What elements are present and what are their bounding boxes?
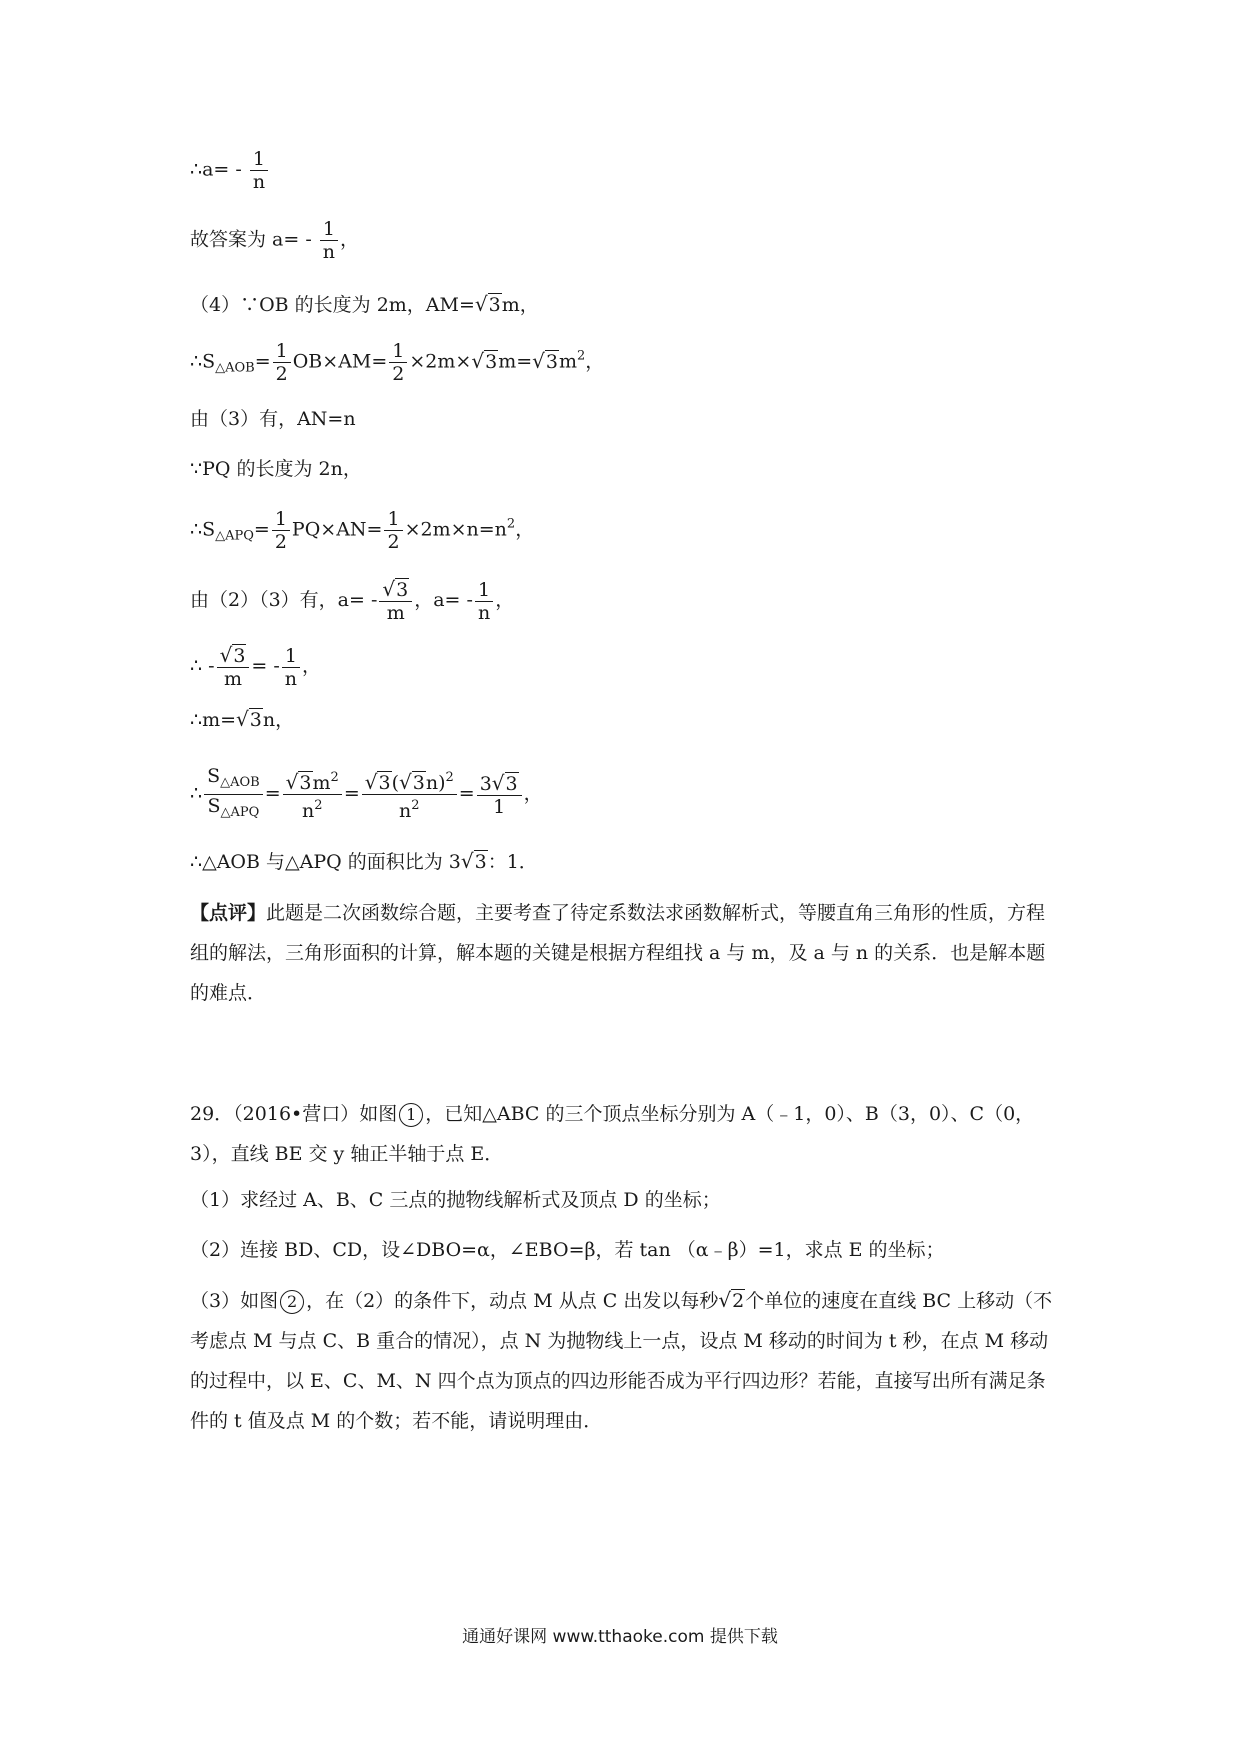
text: （2）连接 BD、CD，设∠DBO=α，∠EBO=β，若 tan （α﹣β）=1，求点 E 的坐标；: [190, 1239, 945, 1261]
text: ∴ -: [190, 655, 215, 677]
numerator: 1: [250, 148, 268, 171]
fraction: [320, 218, 338, 263]
denominator: n: [477, 601, 491, 624]
text: ，: [515, 518, 535, 541]
text: 3: [479, 772, 492, 795]
text: 个单位的速度在直线 BC 上移动（不考虑点 M 与点 C、B 重合的情况），点 N 为抛物线上一点，设点 M 移动的时间为 t 秒，在点 M 移动的过程中，以 E、C、M、N 四个点为顶点的四边形能否成为平行四边形？若能，直接写出所有满足条件的 t 值及点 M 的个数；若不能，请说明理由．: [190, 1290, 1053, 1432]
line-area-apq: [190, 508, 534, 553]
text: n: [301, 800, 315, 822]
numerator: 1: [273, 340, 291, 363]
fraction: [204, 765, 263, 824]
numerator: [283, 767, 342, 795]
text: 由（3）有，AN=n: [190, 408, 356, 430]
radicand: 3: [474, 851, 487, 873]
text: S: [207, 795, 221, 817]
comment-paragraph: [190, 893, 1060, 1013]
text: =: [264, 782, 281, 805]
line-from-2-3: [190, 578, 514, 624]
fraction: [272, 508, 290, 553]
radicand: 3: [378, 772, 391, 794]
fraction: [250, 148, 268, 193]
numerator: 1: [384, 508, 402, 531]
text: ×2m×n=n: [404, 518, 507, 541]
fraction: [362, 767, 457, 822]
line-ratio-conclusion: [190, 847, 538, 876]
subscript: △AOB: [220, 775, 260, 790]
text: ×2m×: [409, 350, 472, 373]
denominator: 2: [387, 531, 400, 553]
fraction: [475, 579, 493, 624]
line-area-aob: [190, 340, 604, 385]
text: ∴S: [190, 518, 216, 541]
fraction: [379, 578, 412, 624]
circled-number: 2: [280, 1290, 304, 1314]
text: （3）如图: [190, 1290, 279, 1312]
fraction: [283, 767, 342, 822]
numerator: [204, 765, 263, 795]
text: m，: [501, 294, 539, 316]
numerator: 1: [320, 218, 338, 241]
line-area-ratio: [190, 765, 543, 824]
radicand: 3: [233, 645, 246, 667]
sqrt: √3: [471, 348, 498, 373]
text: 故答案为 a= -: [190, 228, 312, 251]
text: =: [458, 782, 475, 805]
radicand: 2: [732, 1290, 745, 1312]
superscript: 2: [577, 348, 586, 364]
footer: 通通好课网 www.tthaoke.com 提供下载: [462, 1627, 778, 1647]
radicand: 3: [545, 350, 558, 373]
text: =: [253, 518, 270, 541]
text: n: [398, 800, 412, 822]
denominator: n: [284, 667, 298, 690]
denominator: m: [386, 602, 405, 624]
radicand: 3: [412, 772, 425, 794]
problem-29-q2: [190, 1230, 1060, 1270]
comment-tag: 【点评】: [190, 902, 267, 924]
subscript: △AOB: [215, 360, 255, 376]
numerator: 1: [475, 579, 493, 602]
problem-29-q3: [190, 1280, 1060, 1441]
fraction: [389, 340, 407, 385]
line-answer: [190, 218, 359, 263]
text: ，: [523, 782, 543, 805]
text: = -: [251, 655, 280, 677]
text: OB×AM=: [292, 350, 388, 373]
text: =: [254, 350, 271, 373]
numerator: 1: [282, 645, 300, 668]
text: （4）∵OB 的长度为 2m，AM=: [190, 294, 475, 316]
sqrt: √3: [532, 348, 558, 373]
problem-29-intro: [190, 1094, 1060, 1174]
text: n): [425, 772, 446, 794]
text: ∵PQ 的长度为 2n，: [190, 458, 362, 480]
text: m=: [498, 350, 533, 373]
sqrt: √3: [236, 707, 262, 731]
text: PQ×AN=: [291, 518, 383, 541]
text: ，: [302, 655, 322, 677]
sqrt: √3: [364, 770, 391, 794]
text: n，: [262, 709, 295, 731]
denominator: n: [252, 171, 266, 193]
text: ，a= -: [414, 589, 473, 611]
text: ，在（2）的条件下，动点 M 从点 C 出发以每秒: [306, 1290, 719, 1312]
denominator: 1: [493, 795, 506, 818]
superscript: 2: [445, 770, 454, 785]
sqrt: √3: [474, 292, 501, 316]
radicand: 3: [485, 350, 498, 373]
line-an-eq-n: [190, 405, 356, 433]
fraction: [477, 772, 522, 818]
problem-29-q1: [190, 1180, 1060, 1220]
text: =: [343, 782, 360, 805]
text: m: [558, 350, 577, 373]
fraction: [273, 340, 291, 385]
subscript: △APQ: [220, 805, 260, 820]
text: ∴m=: [190, 709, 237, 731]
denominator: m: [223, 668, 242, 690]
text: 29．（2016•营口）如图: [190, 1103, 398, 1125]
denominator: n: [322, 241, 336, 263]
numerator: 1: [389, 340, 407, 363]
text: ：1．: [487, 851, 538, 873]
denominator: 2: [274, 531, 287, 553]
fraction: [384, 508, 402, 553]
numerator: [362, 767, 457, 795]
text: ，: [585, 350, 605, 373]
radicand: 3: [249, 709, 262, 731]
sqrt: √3: [285, 770, 312, 794]
fraction: [282, 645, 300, 690]
line-a-eq-neg-1-over-n: [190, 148, 270, 193]
denominator: [205, 795, 263, 824]
denominator: [396, 795, 423, 822]
text: ∴a= -: [190, 158, 242, 181]
radicand: 3: [396, 579, 409, 601]
denominator: 2: [275, 363, 288, 385]
numerator: [477, 772, 522, 796]
text: ∴: [190, 782, 203, 805]
text: m: [312, 772, 331, 794]
superscript: 2: [314, 798, 323, 813]
superscript: 2: [411, 798, 420, 813]
text: ，已知△ABC 的三个顶点坐标分别为 A（﹣1，0）、B（3，0）、C（0，3），直线 BE 交 y 轴正半轴于点 E．: [190, 1103, 1035, 1165]
fraction: [217, 644, 250, 690]
denominator: 2: [392, 363, 405, 385]
text: ∴△AOB 与△APQ 的面积比为 3: [190, 851, 461, 873]
sqrt: √3: [399, 770, 425, 794]
sqrt: √3: [460, 849, 487, 873]
radicand: 3: [505, 772, 518, 795]
line-m-eq-sqrt3-n: [190, 705, 294, 734]
comment-text: 此题是二次函数综合题，主要考查了待定系数法求函数解析式，等腰直角三角形的性质，方程组的解法，三角形面积的计算，解本题的关键是根据方程组找 a 与 m，及 a 与 n 的关系．也是解本题的难点．: [190, 902, 1046, 1004]
line-part4-ob-length: [190, 290, 539, 319]
text: （1）求经过 A、B、C 三点的抛物线解析式及顶点 D 的坐标；: [190, 1189, 721, 1211]
superscript: 2: [330, 770, 339, 785]
text: ，: [340, 228, 360, 251]
radicand: 3: [299, 772, 312, 794]
text: (: [391, 772, 399, 794]
text: S: [207, 765, 221, 787]
sqrt: √3: [219, 643, 246, 667]
line-equate: [190, 644, 321, 690]
subscript: △APQ: [215, 528, 254, 544]
text: ，: [495, 589, 515, 611]
numerator: [217, 644, 250, 668]
line-pq-length: [190, 455, 362, 483]
numerator: [379, 578, 412, 602]
sqrt: √2: [718, 1288, 745, 1312]
text: 由（2）（3）有，a= -: [190, 589, 378, 611]
sqrt: √3: [382, 577, 409, 601]
superscript: 2: [506, 516, 516, 532]
text: ∴S: [190, 350, 216, 373]
circled-number: 1: [399, 1103, 423, 1127]
radicand: 3: [488, 294, 501, 316]
numerator: 1: [272, 508, 290, 531]
sqrt: √3: [491, 770, 518, 795]
denominator: [299, 795, 326, 822]
